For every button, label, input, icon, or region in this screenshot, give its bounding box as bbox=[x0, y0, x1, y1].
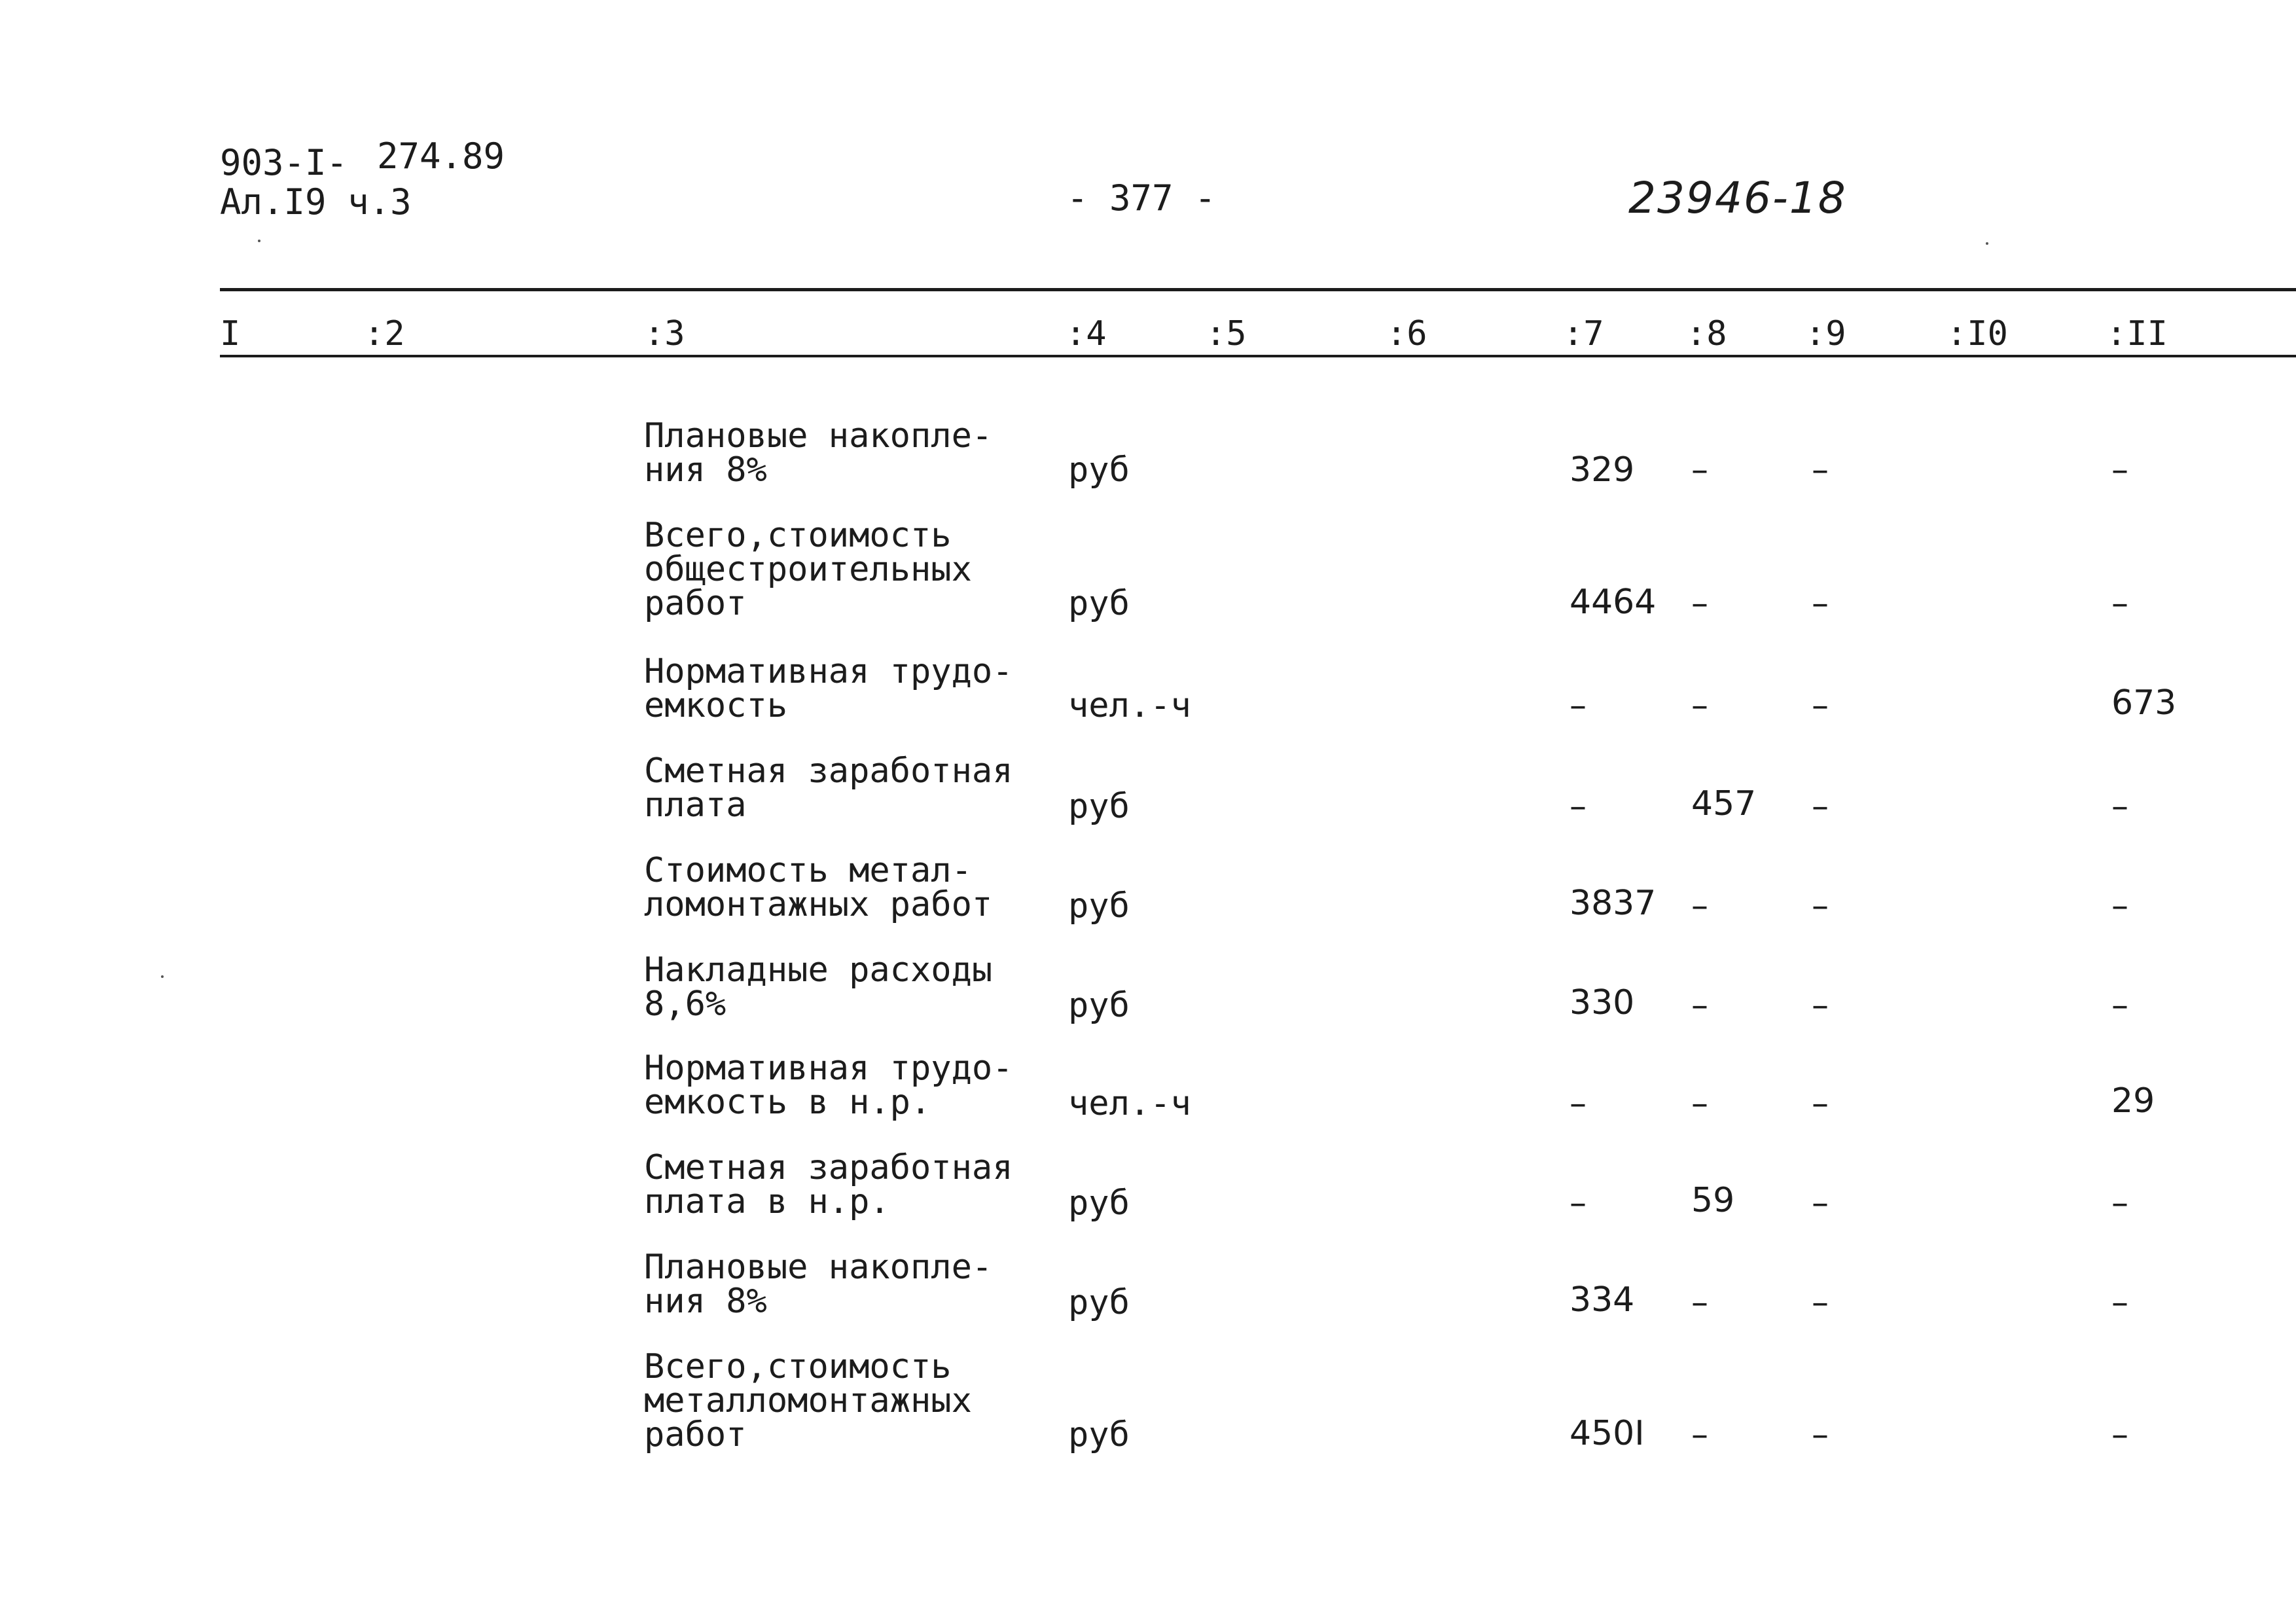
item-name: Нормативная трудо- емкость bbox=[644, 652, 1013, 725]
unit: руб bbox=[1068, 986, 1130, 1025]
value-col-9: – bbox=[1812, 584, 1829, 623]
table-row bbox=[0, 751, 2296, 826]
value-col-11: – bbox=[2111, 1415, 2128, 1454]
value-col-11: 29 bbox=[2111, 1081, 2155, 1121]
item-name: Сметная заработная плата bbox=[644, 751, 1013, 825]
column-header-5: :5 bbox=[1206, 314, 1247, 353]
scan-speck bbox=[161, 975, 164, 978]
value-col-8: – bbox=[1691, 886, 1708, 926]
unit: руб bbox=[1068, 584, 1130, 623]
value-col-11: – bbox=[2111, 1283, 2128, 1322]
column-header-3: :3 bbox=[644, 314, 685, 353]
value-col-9: – bbox=[1812, 1084, 1829, 1123]
value-col-7: – bbox=[1570, 686, 1587, 725]
unit: чел.-ч bbox=[1068, 686, 1191, 725]
column-header-6: :6 bbox=[1386, 314, 1427, 353]
value-col-9: – bbox=[1812, 450, 1829, 490]
document-number: 23946-18 bbox=[1628, 173, 1847, 223]
value-col-8: – bbox=[1691, 986, 1708, 1025]
table-row bbox=[0, 416, 2296, 490]
project-code: 903-I- bbox=[220, 142, 348, 183]
item-name: Плановые накопле- ния 8% bbox=[644, 1248, 993, 1321]
value-col-9: – bbox=[1812, 986, 1829, 1025]
value-col-9: – bbox=[1812, 1183, 1829, 1223]
value-col-8: – bbox=[1691, 1084, 1708, 1123]
column-header-7: :7 bbox=[1563, 314, 1604, 353]
value-col-7: 330 bbox=[1570, 983, 1635, 1022]
table-top-rule bbox=[220, 288, 2296, 291]
value-col-8: 457 bbox=[1691, 784, 1757, 823]
item-name: Всего,стоимость металломонтажных работ bbox=[644, 1347, 972, 1454]
value-col-9: – bbox=[1812, 686, 1829, 725]
value-col-8: – bbox=[1691, 686, 1708, 725]
value-col-7: 450I bbox=[1570, 1414, 1645, 1453]
table-row bbox=[0, 950, 2296, 1025]
item-name: Сметная заработная плата в н.р. bbox=[644, 1148, 1013, 1221]
value-col-11: – bbox=[2111, 1183, 2128, 1223]
column-header-11: :II bbox=[2106, 314, 2168, 353]
column-header-1: I bbox=[220, 314, 241, 353]
value-col-11: – bbox=[2111, 787, 2128, 826]
unit: руб bbox=[1068, 1283, 1130, 1322]
column-header-4: :4 bbox=[1066, 314, 1107, 353]
table-row bbox=[0, 1049, 2296, 1123]
page-number: - 377 - bbox=[1067, 177, 1216, 219]
value-col-8: – bbox=[1691, 1415, 1708, 1454]
column-header-2: :2 bbox=[364, 314, 405, 353]
scan-speck bbox=[258, 240, 260, 242]
value-col-9: – bbox=[1812, 1283, 1829, 1322]
value-col-7: – bbox=[1570, 1183, 1587, 1223]
value-col-8: – bbox=[1691, 584, 1708, 623]
unit: руб bbox=[1068, 1415, 1130, 1454]
value-col-9: – bbox=[1812, 1415, 1829, 1454]
column-header-9: :9 bbox=[1805, 314, 1846, 353]
unit: чел.-ч bbox=[1068, 1084, 1191, 1123]
value-col-11: – bbox=[2111, 450, 2128, 490]
value-col-9: – bbox=[1812, 886, 1829, 926]
column-header-10: :I0 bbox=[1946, 314, 2008, 353]
item-name: Накладные расходы 8,6% bbox=[644, 950, 993, 1024]
unit: руб bbox=[1068, 1183, 1130, 1223]
value-col-7: – bbox=[1570, 1084, 1587, 1123]
value-col-11: – bbox=[2111, 986, 2128, 1025]
value-col-8: – bbox=[1691, 450, 1708, 490]
item-name: Нормативная трудо- емкость в н.р. bbox=[644, 1049, 1013, 1122]
value-col-11: – bbox=[2111, 886, 2128, 926]
value-col-7: 3837 bbox=[1570, 884, 1657, 923]
item-name: Стоимость метал- ломонтажных работ bbox=[644, 851, 993, 924]
value-col-8: 59 bbox=[1691, 1181, 1735, 1220]
unit: руб bbox=[1068, 886, 1130, 926]
value-col-7: – bbox=[1570, 787, 1587, 826]
value-col-7: 334 bbox=[1570, 1280, 1635, 1320]
value-col-11: – bbox=[2111, 584, 2128, 623]
value-col-7: 4464 bbox=[1570, 583, 1657, 622]
scan-speck bbox=[1986, 242, 1988, 245]
column-header-8: :8 bbox=[1686, 314, 1727, 353]
value-col-7: 329 bbox=[1570, 450, 1635, 490]
unit: руб bbox=[1068, 787, 1130, 826]
item-name: Всего,стоимость общестроительных работ bbox=[644, 516, 972, 623]
value-col-11: 673 bbox=[2111, 683, 2177, 723]
project-code-number: 274.89 bbox=[377, 135, 505, 177]
album-part: Ал.I9 ч.3 bbox=[220, 181, 412, 223]
unit: руб bbox=[1068, 450, 1130, 490]
value-col-9: – bbox=[1812, 787, 1829, 826]
table-row bbox=[0, 1248, 2296, 1322]
item-name: Плановые накопле- ния 8% bbox=[644, 416, 993, 490]
table-row bbox=[0, 516, 2296, 623]
value-col-8: – bbox=[1691, 1283, 1708, 1322]
table-header-rule bbox=[220, 355, 2296, 357]
